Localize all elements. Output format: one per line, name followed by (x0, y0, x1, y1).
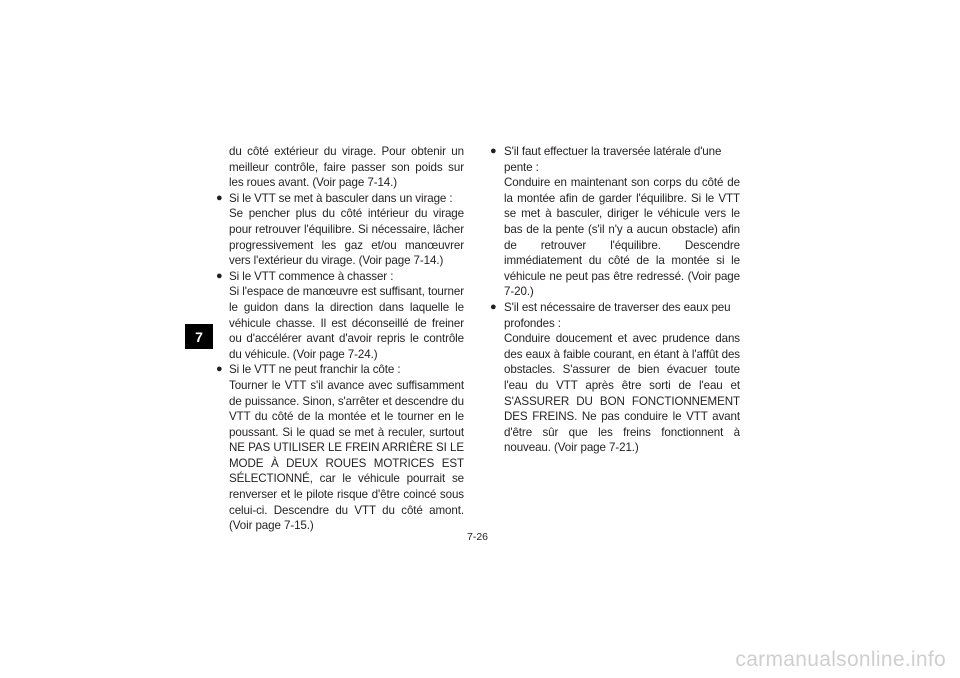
list-item-heading (216, 269, 464, 285)
list-item-heading-text: S'il faut effectuer la traversée latérale d'une pente : (504, 145, 722, 174)
list-item-body: Conduire en maintenant son corps du côté de la montée afin de garder l'équilibre. Si le VTT se met à basculer, diriger le véhicule vers le bas de la pente (s'il n'y a aucun obstacle) afin de retrouver l'équilibre. Descendre immédiatement du côté de la montée si le véhicule ne peut pas être redressé. (Voir page 7-20.) (504, 176, 740, 299)
list-item-heading (216, 191, 464, 207)
list-item (216, 191, 464, 269)
bullet-icon: ● (216, 191, 223, 204)
bullet-icon: ● (216, 363, 223, 376)
page-number: 7-26 (467, 531, 489, 543)
list-item-heading-text: Si le VTT se met à basculer dans un virage : (229, 191, 453, 205)
bullet-icon: ● (490, 145, 497, 157)
bullet-icon: ● (216, 269, 223, 282)
list-item-heading (490, 300, 740, 331)
list-item-heading-text: Si le VTT commence à chasser : (229, 269, 394, 283)
right-column (490, 144, 740, 456)
intro-paragraph: du côté extérieur du virage. Pour obtenir un meilleur contrôle, faire passer son poids sur les roues avant. (Voir page 7-14.) (229, 145, 464, 190)
list-item-heading-text: S'il est nécessaire de traverser des eaux peu profondes : (504, 300, 731, 330)
bullet-icon: ● (490, 300, 497, 313)
list-item-heading (216, 362, 464, 378)
list-item (490, 300, 740, 456)
list-item-body: Se pencher plus du côté intérieur du virage pour retrouver l'équilibre. Si nécessaire, lâcher progressivement les gaz et/ou manœuvrer vers l'extérieur du virage. (Voir page 7-14.) (229, 207, 464, 268)
list-item-heading (490, 144, 740, 175)
left-column (216, 144, 464, 534)
watermark: carmanualsonline.info (735, 648, 946, 671)
list-item-heading-text: Si le VTT ne peut franchir la côte : (229, 363, 401, 377)
list-item (216, 269, 464, 363)
list-item-body: Si l'espace de manœuvre est suffisant, tourner le guidon dans la direction dans laquelle le véhicule chasse. Il est déconseillé de freiner ou d'accélérer avant d'avoir repris le contrôle du véhicule. (Voir page 7-24.) (229, 285, 464, 361)
chapter-tab: 7 (185, 324, 213, 349)
list-item (216, 362, 464, 534)
list-item-body: Tourner le VTT s'il avance avec suffisamment de puissance. Sinon, s'arrêter et descendre du VTT du côté de la montée et le tourner en le poussant. Si le quad se met à reculer, surtout NE PAS UTILISER LE FREIN ARRIÈRE SI LE MODE À DEUX ROUES MOTRICES EST SÉLECTIONNÉ, car le véhicule pourrait se renverser et le pilote risque d'être coincé sous celui-ci. Descendre du VTT du côté amont. (Voir page 7-15.) (229, 378, 464, 533)
list-item (490, 144, 740, 300)
list-item-body: Conduire doucement et avec prudence dans des eaux à faible courant, en étant à l'affût des obstacles. S'assurer de bien évacuer toute l'eau du VTT après être sorti de l'eau et S'ASSURER DU BON FONCTIONNEMENT DES FREINS. Ne pas conduire le VTT avant d'être sûr que les freins fonctionnent à nouveau. (Voir page 7-21.) (504, 332, 740, 455)
